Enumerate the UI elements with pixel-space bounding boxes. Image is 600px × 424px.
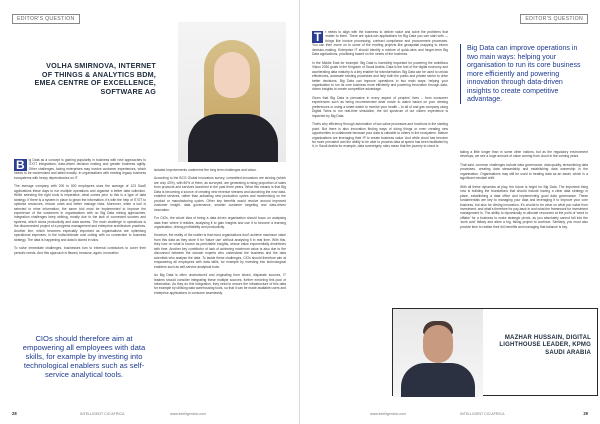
profile-card: [392, 308, 598, 396]
footer-left: [0, 406, 300, 416]
website-link[interactable]: www.intelligentcio.com: [370, 412, 407, 416]
section-tag-left: EDITOR'S QUESTION: [12, 14, 80, 24]
dropcap: T: [314, 30, 322, 44]
article-column-2: [154, 168, 286, 299]
paragraph: isolated improvements undermine the long term challenges and vision.: [154, 168, 257, 172]
name-line: EMEA CENTRE OF EXCELLENCE,: [34, 78, 156, 88]
paragraph: B ig Data as a concept is gaining popularity in business with new approaches to IT/OT integrations, data-driven decision making and greater business agility. Other challenges, facing enterprises may involve customer experiences, which needs to be modernised and tailed exactly. In organisations with existing legacy business ecosystems with heavy dependencies on IT.: [14, 158, 146, 180]
name-line: VOLHA SMIRNOVA, INTERNET: [46, 61, 156, 70]
interviewee-name-right: [495, 335, 591, 357]
publication-name: INTELLIGENT CIO AFRICA: [80, 412, 125, 416]
paragraph: However, the reality of the matter is that most organisations don't achieve maximum value from this data as they store it for 'future use' without analysing it in real time. With this, they lose on what is known as perishable insights, whose value exponentially diminishes with time. Another key contributor of lack of achieving maximum value is also due to the disconnect between the domain experts who understand the business and the data scientists who analyse the data. To tackle these challenges, CIOs should therefore aim at empowering all employees with data skills, for example by investing into technological enablers such as self-service analytical tools.: [154, 233, 286, 269]
pull-quote-left: CIOs should therefore aim at empowering all employees with data skills, for example by investing into technological enablers such as self-service analytical tools.: [22, 334, 146, 379]
name-line: OF THINGS & ANALYTICS BDM,: [41, 69, 156, 79]
paragraph: In the Middle East for example, Big Data is incredibly important for powering the ambitious Vision 2030 goals in the Kingdom of Saudi Arabia. Data is the fuel of the digital economy and accelerating data maturity is a key enabler for transformation. Big Data can be used to unlock efficiencies, automate existing processes and help both the public and private sector to drive better decisions. Big Data can improve operations in two main ways: helping your organisation to run its core business more efficiently and powering innovation through data-driven insights to create competitive advantage.: [312, 60, 448, 92]
woman-portrait-icon: [178, 22, 286, 162]
paragraph: With all these dynamics at play, the future is bright for Big Data. The important thing now is building the foundations that should include having a clear data strategy in place, establishing a data office and implementing good data governance. These fundamentals are key to managing your data and leveraging it to improve your core business, but also for driving innovation. It's crucial to be clear on what you value from investment, and what's therefore for pay-back in and what the framework for investment management is. The ability to dynamically re-allocate resources at the point of 'seed to offtake' for a business to make strategic pivots, as you absolutely cannot fall into the 'sunk cost' fallacy and allow a big, failing project to continue. Similarly, you must also provide time to realise their full benefits and managing that balance is key.: [460, 184, 588, 229]
paragraph: The average company with 200 to 500 employees uses the average of 123 SaaS applications these days to run multiple operations and organise a better data collection. While selecting the right tools is imperative, what comes prior to this is a type of data strategy. If there is a system in place to glean the information, it's with the help of IT/OT to optimise resources, reduce costs and better manage risks. Moreover, when a tool is selected to mine information, the same tool must be implemented to improve the experience of the customers in organisations with no Big Data mining approaches. Integration challenges keep striking, mostly due to the lack of connected sources and systems, which slows productivity and data access. The main challenge in operations is the disconnected project of a progress management and enterprise architecture practices. Another line, which becomes especially important as organisations are optimising operational expenses, is the indiscriminate cost cutting with no connection to business strategy. The data is happening and data is stored in silos.: [14, 184, 146, 242]
dropcap: B: [16, 158, 25, 172]
name-line: LIGHTHOUSE LEADER, KPMG: [499, 342, 591, 349]
paragraph: According to the BCG Global Innovators survey, committed innovators are striving (which are only 43%), with 80% of them, as surveyed, are generating a rising proportion of sales from products and services launched in the past three years. What this means is that Big Data is becoming a source of creating new revenue streams and launching the new data-enabled services, rather than activating new production cycles and modernising on the product or manufacturing cycles. Other key benefits would revolve around improved customer insight, data governance, smarter customer targeting and data-driven innovation.: [154, 176, 286, 212]
man-portrait-icon: [393, 309, 483, 397]
pull-quote-right: Big Data can improve operations in two main ways: helping your organisation to run its core business more efficiently and powering innovation through data-driven insights to create competitive advantage.: [460, 44, 588, 104]
publication-name: INTELLIGENT CIO AFRICA: [460, 412, 505, 416]
paragraph: For CIOs, the whole idea of being a data driven organisation should focus on analysing data from where it resides, analysing it to gain insights and use it to become a learning organisation, driving profitability and productivity.: [154, 216, 286, 229]
paragraph: To solve immediate challenges, businesses turn to external contractors to cover their periodic needs. And this approach is flawed, because, again, innovation: [14, 246, 146, 255]
page-number: 29: [583, 411, 588, 416]
name-line: SOFTWARE AG: [100, 86, 156, 96]
article-column-1: [14, 158, 146, 259]
interviewee-name-left: [14, 62, 156, 96]
paragraph: taking a little longer than in some other nations, but as the regulatory environment develops, we see a huge amount of value coming from cloud in the coming years.: [460, 150, 588, 159]
website-link[interactable]: www.intelligentcio.com: [170, 412, 207, 416]
section-tag-right: EDITOR'S QUESTION: [520, 14, 588, 24]
paragraph: That's why efficiency through automation of low-value processes and functions is the starting point. But there is also innovation finding ways of doing things or even creating new opportunities to collaborate because your data is valuable to others in the ecosystem. Mature organisations are leveraging their IP to create business value. And while cloud has become far more prevalent and the ability to be able to process data at speed has been facilitated by it, in Saudi Arabia for example, data sovereignty rules mean that the journey to cloud is: [312, 122, 448, 149]
page-number: 28: [12, 411, 17, 416]
paragraph: As Big Data is often unstructured and originating from siloed, disparate sources, IT leaders should consider integrating these multiple sources, further enriching this pool of information. As they do this integration, they need to ensure the infrastructure of this data for example by utilising data warehousing tools, so that it can be made available users and enterprise applications to consume seamlessly.: [154, 273, 286, 295]
article-column-3: [312, 30, 448, 153]
name-line: MAZHAR HUSSAIN, DIGITAL: [504, 335, 591, 341]
right-page: [300, 0, 600, 424]
paragraph: T t needs to align with the business to deliver value and solve the problems that matter to them. There are quick-win applications for Big Data you can start with — things like invoice processing, contract compliance and procurement processes. You can then move on to some of the exciting projects like geospatial mapping to inform decision-making. Enterprise IT should identify a mixture of quick-wins and longer-term Big Data applications, prioritising based on the needs of the business.: [312, 30, 448, 57]
footer-right: [300, 406, 600, 416]
name-line: SAUDI ARABIA: [545, 349, 591, 356]
paragraph: Given that Big Data is pervasive in every aspect of peoples' lives – from consumer experiences such as being recommended what movie to watch based on your viewing preferences or using a smart watch to monitor your health – to all of and gas company using Digital Twins to run real-time simulation, the full spectrum of our citizen experience is impacted by Big Data.: [312, 95, 448, 118]
paragraph: That said, common challenges include data governance, data quality, streamlining data processes, creating data stewardship and establishing data ownership in the organisation. Organisations may still be used to treating data as an asset, which is a significant mindset shift.: [460, 162, 588, 181]
article-column-4: [460, 150, 588, 233]
